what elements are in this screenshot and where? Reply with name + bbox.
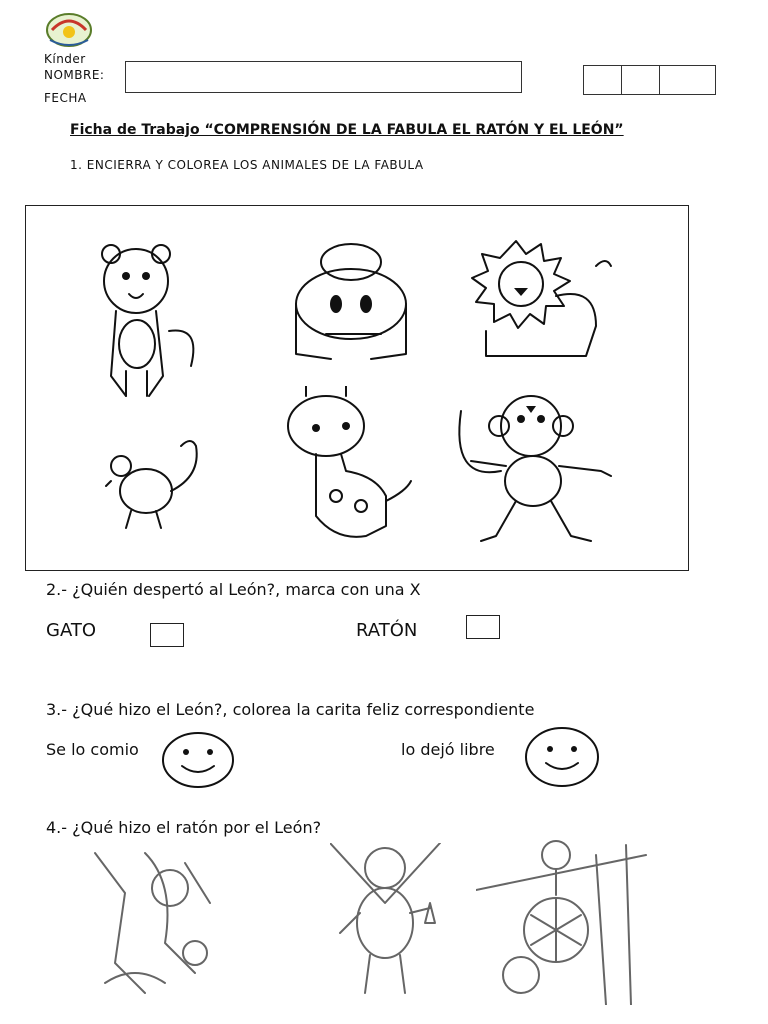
option-comio-label: Se lo comio: [46, 740, 139, 759]
date-box-month[interactable]: [622, 66, 660, 94]
question-3: 3.- ¿Qué hizo el León?, colorea la carita feliz correspondiente: [46, 700, 535, 719]
giraffe-drawing[interactable]: [276, 386, 426, 546]
option-raton-label: RATÓN: [356, 620, 418, 641]
smiley-face-icon[interactable]: [523, 725, 601, 789]
tiger-drawing[interactable]: [91, 236, 211, 406]
worksheet-title: Ficha de Trabajo “COMPRENSIÓN DE LA FABULA EL RATÓN Y EL LEÓN”: [70, 122, 624, 138]
date-label: FECHA: [44, 91, 87, 105]
mouse-with-rope-illustration: [330, 843, 445, 1003]
animals-frame: [25, 205, 689, 571]
option-gato-checkbox[interactable]: [150, 623, 184, 647]
question-4: 4.- ¿Qué hizo el ratón por el León?: [46, 818, 322, 837]
hippo-drawing[interactable]: [281, 234, 441, 374]
date-box-year[interactable]: [660, 66, 715, 94]
question-2: 2.- ¿Quién despertó al León?, marca con una X: [46, 580, 421, 599]
level-label: Kínder: [44, 52, 86, 66]
monkey-drawing[interactable]: [441, 391, 641, 551]
school-logo: [38, 10, 100, 48]
option-libre-label: lo dejó libre: [401, 740, 495, 759]
date-boxes: [583, 65, 716, 95]
option-raton-checkbox[interactable]: [466, 615, 500, 639]
question-1: 1. ENCIERRA Y COLOREA LOS ANIMALES DE LA FABULA: [70, 158, 424, 172]
lion-trapped-illustration: [85, 843, 220, 1003]
date-box-day[interactable]: [584, 66, 622, 94]
name-label: NOMBRE:: [44, 68, 105, 82]
tree-net-illustration: [476, 835, 648, 1005]
name-input[interactable]: [125, 61, 522, 93]
mouse-drawing[interactable]: [101, 436, 211, 536]
lion-drawing[interactable]: [446, 236, 626, 366]
option-gato-label: GATO: [46, 620, 97, 641]
smiley-face-icon[interactable]: [160, 730, 236, 790]
